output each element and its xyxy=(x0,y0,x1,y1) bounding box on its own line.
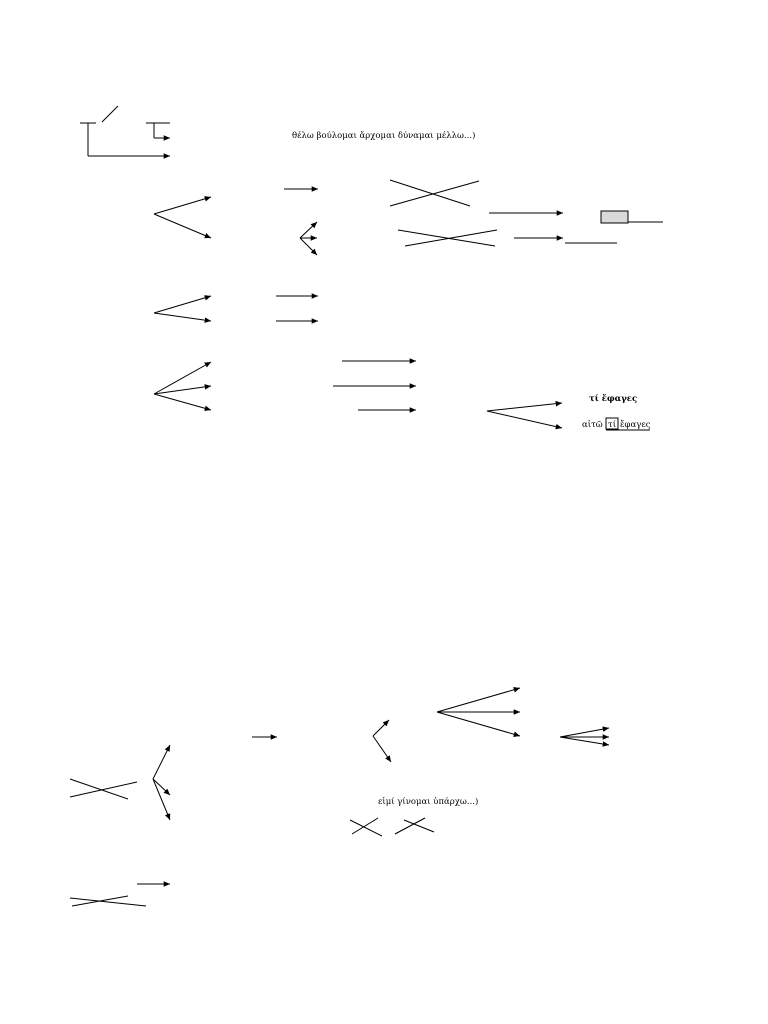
ti-label: τί xyxy=(608,420,617,430)
fork-three-way xyxy=(154,362,211,410)
copula-verbs-label: εἰμί γίνομαι ὑπάρχω...) xyxy=(378,797,479,807)
modal-verbs-label: θέλω βούλομαι ἄρχομαι δύναμαι μέλλω...) xyxy=(292,131,476,141)
ti-ephages-label: τί ἔφαγες xyxy=(589,394,638,404)
fork-three-way-narrow xyxy=(560,728,609,745)
fork-three-way-wide xyxy=(437,688,520,736)
crossed-out-mark xyxy=(390,180,479,206)
bracket-tree xyxy=(80,106,170,156)
crossed-out-mark xyxy=(398,230,497,246)
fork-three-way-left xyxy=(153,745,170,820)
shaded-box xyxy=(601,211,628,223)
fork-two-way-2 xyxy=(154,296,211,321)
crossed-out-mark xyxy=(350,818,382,836)
fork-two-way-1 xyxy=(154,197,211,238)
ephages-label: ἔφαγες xyxy=(620,420,651,430)
crossed-out-mark xyxy=(70,779,137,799)
fork-three-way-small xyxy=(300,222,317,255)
crossed-out-mark xyxy=(70,896,146,906)
fork-angle xyxy=(373,720,391,762)
fork-two-way-3 xyxy=(487,403,562,428)
aito-label: αἰτῶ xyxy=(582,420,603,430)
crossed-out-mark xyxy=(395,818,434,834)
